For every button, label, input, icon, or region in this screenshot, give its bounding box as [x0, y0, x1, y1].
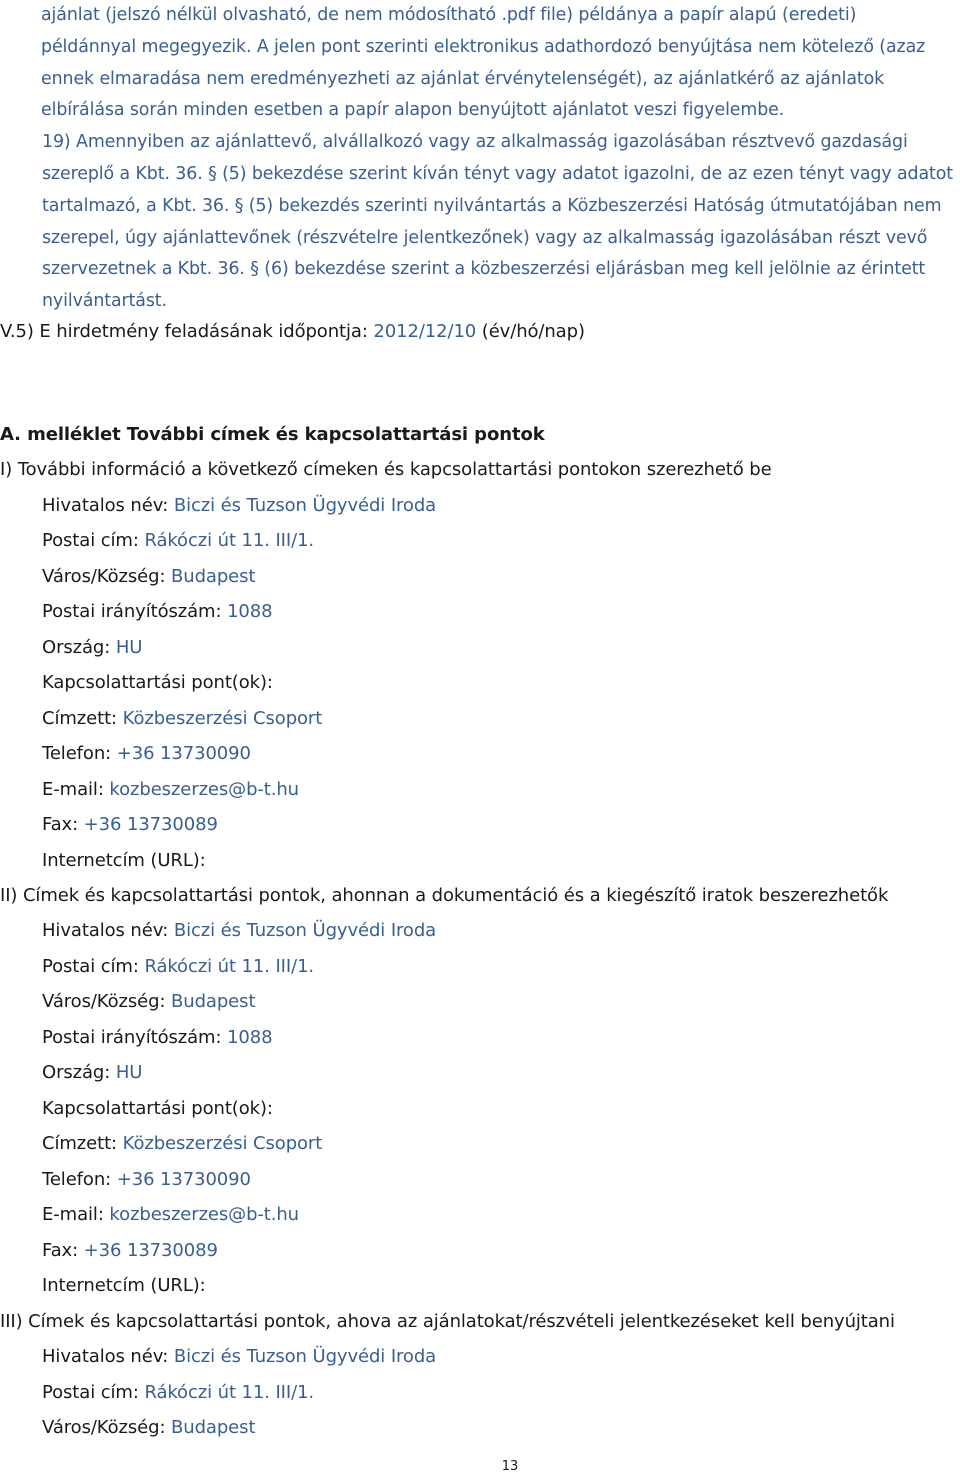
official-name-value: Biczi és Tuzson Ügyvédi Iroda: [173, 1346, 437, 1367]
postal-code-value: 1088: [227, 601, 273, 622]
s2-attention: [42, 1132, 322, 1156]
s1-town: [42, 565, 255, 589]
official-name-label: Hivatalos név:: [42, 495, 174, 516]
town-value: Budapest: [171, 1417, 256, 1438]
s2-postal-address: [42, 955, 314, 979]
s3-postal-address: [42, 1381, 314, 1405]
intro-text: [42, 0, 954, 318]
s2-fax: [42, 1239, 218, 1263]
email-label: E-mail:: [42, 779, 110, 800]
official-name-value: Biczi és Tuzson Ügyvédi Iroda: [173, 495, 437, 516]
telephone-value: +36 13730090: [116, 743, 251, 764]
s2-country: [42, 1061, 142, 1085]
telephone-label: Telefon:: [42, 1169, 117, 1190]
dispatch-date-line: [0, 320, 585, 344]
email-link[interactable]: kozbeszerzes@b-t.hu: [109, 1204, 299, 1225]
s2-town: [42, 990, 255, 1014]
postal-code-value: 1088: [227, 1027, 273, 1048]
telephone-value: +36 13730090: [116, 1169, 251, 1190]
annex-title: A. melléklet További címek és kapcsolattartási pontok: [0, 424, 545, 445]
postal-address-value: Rákóczi út 11. III/1.: [144, 530, 315, 551]
postal-address-value: Rákóczi út 11. III/1.: [144, 956, 315, 977]
s1-postal-code: [42, 600, 272, 624]
s2-contact-points: Kapcsolattartási pont(ok):: [42, 1098, 273, 1119]
section-3-heading: III) Címek és kapcsolattartási pontok, ahova az ajánlatokat/részvételi jelentkezéseket kell benyújtani: [0, 1311, 895, 1332]
town-label: Város/Község:: [42, 566, 172, 587]
dispatch-date-value: 2012/12/10: [373, 321, 477, 342]
postal-address-label: Postai cím:: [42, 530, 145, 551]
section-1-heading: I) További információ a következő címeken és kapcsolattartási pontokon szerezhető be: [0, 459, 772, 480]
email-label: E-mail:: [42, 1204, 110, 1225]
fax-label: Fax:: [42, 1240, 84, 1261]
s3-town: [42, 1416, 255, 1440]
intro-paragraph-continued: ajánlat (jelszó nélkül olvasható, de nem módosítható .pdf file) példánya a papír alapú (eredeti) példánnyal megegyezik. A jelen pont szerinti elektronikus adathordozó benyújtása nem kötelező (azaz ennek elmaradása nem eredményezheti az ajánlat érvénytelenségét), az ajánlatkérő az ajánlatok elbírálása során minden esetben a papír alapon benyújtott ajánlatot veszi figyelembe.: [41, 5, 926, 121]
s1-internet: Internetcím (URL):: [42, 850, 206, 871]
s1-attention: [42, 707, 322, 731]
intro-paragraph-19: 19) Amennyiben az ajánlattevő, alvállalkozó vagy az alkalmasság igazolásában résztvevő gazdasági szereplő a Kbt. 36. § (5) bekezdése szerint kíván tényt vagy adatot igazolni, de az ezen tényt vagy adatot tartalmazó, a Kbt. 36. § (5) bekezdés szerinti nyilvántartás a Közbeszerzési Hatóság útmutatójában nem szerepel, úgy ajánlattevőnek (részvételre jelentkezőnek) vagy az alkalmasság igazolásában részt vevő szervezetnek a Kbt. 36. § (6) bekezdése szerint a közbeszerzési eljárásban meg kell jelölnie az érintett nyilvántartást.: [42, 132, 954, 312]
attention-value: Közbeszerzési Csoport: [122, 708, 323, 729]
dispatch-date-label: V.5) E hirdetmény feladásának időpontja:: [0, 321, 374, 342]
email-link[interactable]: kozbeszerzes@b-t.hu: [109, 779, 299, 800]
s1-telephone: [42, 742, 251, 766]
official-name-label: Hivatalos név:: [42, 920, 174, 941]
town-value: Budapest: [171, 566, 256, 587]
fax-value: +36 13730089: [83, 1240, 218, 1261]
postal-address-value: Rákóczi út 11. III/1.: [144, 1382, 315, 1403]
s1-email: [42, 778, 299, 802]
official-name-value: Biczi és Tuzson Ügyvédi Iroda: [173, 920, 437, 941]
s3-official-name: [42, 1345, 436, 1369]
s2-postal-code: [42, 1026, 272, 1050]
s2-official-name: [42, 919, 436, 943]
attention-label: Címzett:: [42, 708, 123, 729]
fax-value: +36 13730089: [83, 814, 218, 835]
postal-code-label: Postai irányítószám:: [42, 601, 228, 622]
town-value: Budapest: [171, 991, 256, 1012]
telephone-label: Telefon:: [42, 743, 117, 764]
s2-internet: Internetcím (URL):: [42, 1275, 206, 1296]
attention-value: Közbeszerzési Csoport: [122, 1133, 323, 1154]
page-number: 13: [501, 1459, 519, 1474]
s1-postal-address: [42, 529, 314, 553]
postal-address-label: Postai cím:: [42, 956, 145, 977]
official-name-label: Hivatalos név:: [42, 1346, 174, 1367]
s1-contact-points: Kapcsolattartási pont(ok):: [42, 672, 273, 693]
country-label: Ország:: [42, 1062, 116, 1083]
s2-email: [42, 1203, 299, 1227]
country-label: Ország:: [42, 637, 116, 658]
s1-official-name: [42, 494, 436, 518]
dispatch-date-format: (év/hó/nap): [476, 321, 585, 342]
s2-telephone: [42, 1168, 251, 1192]
town-label: Város/Község:: [42, 1417, 172, 1438]
s1-country: [42, 636, 142, 660]
fax-label: Fax:: [42, 814, 84, 835]
postal-code-label: Postai irányítószám:: [42, 1027, 228, 1048]
postal-address-label: Postai cím:: [42, 1382, 145, 1403]
town-label: Város/Község:: [42, 991, 172, 1012]
attention-label: Címzett:: [42, 1133, 123, 1154]
s1-fax: [42, 813, 218, 837]
country-value: HU: [115, 637, 143, 658]
country-value: HU: [115, 1062, 143, 1083]
section-2-heading: II) Címek és kapcsolattartási pontok, ahonnan a dokumentáció és a kiegészítő iratok beszerezhetők: [0, 885, 889, 906]
